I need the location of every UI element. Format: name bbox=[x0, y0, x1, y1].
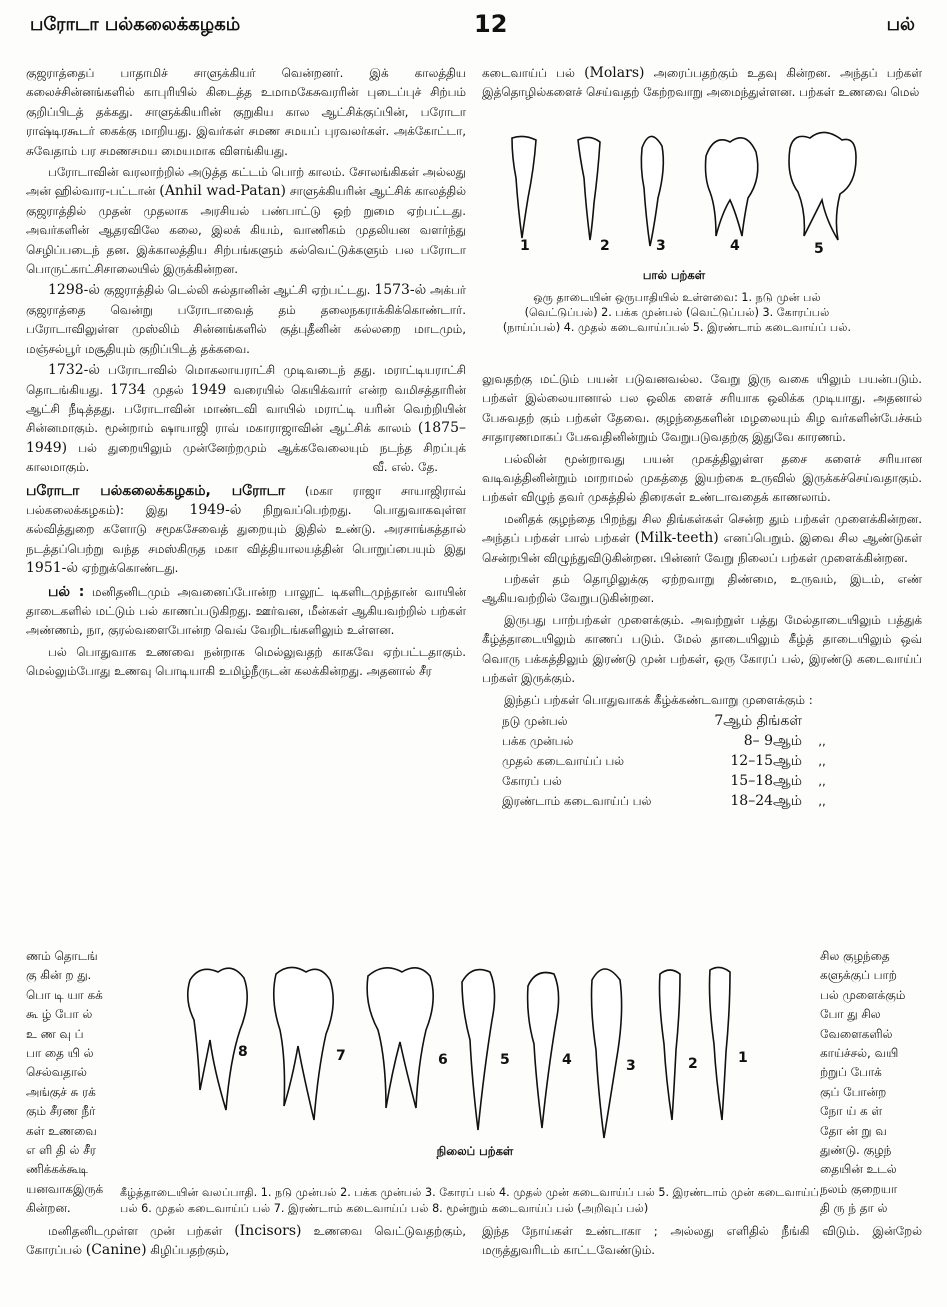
paragraph bbox=[26, 361, 466, 477]
table-row bbox=[502, 772, 842, 792]
text-run: உணவை வெட்டுவதற்கும், கோரப்பல் bbox=[26, 1224, 466, 1258]
page-number: 12 bbox=[474, 10, 508, 38]
paragraph: இருபது பாற்பற்கள் முளைக்கும். அவற்றுள் பத்து மேல்தாடையிலும் பத்துக் கீழ்த்தாடையிலும் காணப் படும். மேல் தாடையிலும் கீழ்த் தாடையிலும் ஒவ் வொரு பக்கத்திலும் இரண்டு முன் பற்கள், ஒரு கோரப் பல், இரண்டு கடைவாய்ப் பற்கள் இருக்கும். bbox=[482, 612, 922, 686]
figure-title: நிலைப் பற்கள் bbox=[436, 1144, 514, 1158]
wrap-text-right bbox=[820, 947, 928, 1219]
table-cell: 8– 9ஆம் bbox=[743, 733, 802, 750]
text-run: நிறுவப்பெற்றது. பொதுவாகவுள்ள கல்வித்துறை களோடு சமூகசேவைத் துறையும் இதில் உண்டு. அரசாங்கத்தால் நடத்தப்பெற்று வந்த சமஸ்கிருத மகா வித்தியாலயத்தின் பொறுப்பையும் இது bbox=[26, 502, 466, 556]
paragraph: பல்லின் மூன்றாவது பயன் முகத்திலுள்ள தசை களைச் சரியான வடிவத்தினின்றும் மாறாமல் முகத்தை இயற்கை உருவில் இருக்கச்செய்வதாகும். பற்கள் விழுந் தவர் முகத்தில் திரைகள் உண்டாவதைக் காணலாம். bbox=[482, 451, 922, 505]
figure-label: 6 bbox=[438, 1052, 448, 1068]
text-run: (மகா ராஜா சாயாஜிராவ் பல்கலைக்கழகம்): இது bbox=[26, 483, 466, 517]
right-column-body bbox=[482, 370, 922, 812]
milk-teeth-figure bbox=[494, 128, 914, 378]
text-run: வரையில் கெயிக்வார் என்ற வமிசத்தாரின் ஆட்சி நீடித்தது. பரோடாவின் மாண்டவி வாயில் மராட்டி யரின் வெற்றியின் சின்னமாகும். மூன்றாம் ஷாயாஜி ராவ் மகாராஜாவின் ஆட்சிக் காலம் bbox=[26, 382, 466, 436]
figure-label: 5 bbox=[500, 1052, 510, 1068]
text-line: யனவாகஇருக் bbox=[26, 1181, 104, 1196]
year-range: (1875–1949) bbox=[26, 420, 466, 456]
tooth-drawing bbox=[188, 967, 730, 1138]
latin-term: (Molars) bbox=[584, 65, 645, 81]
text-run: எனப்பெறும். இவை சில ஆண்டுகள் சென்றபின் விழுந்துவிடுகின்றன. பின்னர் வேறு நிலைப் பற்கள் முளைக்கின்றன. bbox=[482, 531, 922, 565]
table-row bbox=[502, 712, 842, 732]
year: 1298-ல் bbox=[48, 282, 100, 299]
latin-term: (Milk-teeth) bbox=[634, 530, 719, 547]
table-cell: ,, bbox=[818, 754, 826, 769]
milk-teeth-illustration bbox=[494, 128, 914, 258]
text-line: தோ ன் று வ bbox=[820, 1123, 887, 1138]
table-cell: கோரப் பல் bbox=[502, 774, 562, 789]
permanent-teeth-figure bbox=[180, 960, 770, 1200]
paragraph bbox=[482, 510, 922, 568]
text-line: கு கின் ற து. bbox=[26, 968, 92, 983]
text-line: ற்றுப் போக் bbox=[820, 1065, 882, 1080]
table-cell: நடு முன்பல் bbox=[502, 714, 568, 729]
figure-label: 4 bbox=[562, 1052, 572, 1068]
text-line: அங்குச் சு ரக் bbox=[26, 1084, 96, 1099]
table-cell: முதல் கடைவாய்ப் பல் bbox=[502, 754, 625, 769]
right-column-top bbox=[482, 64, 922, 105]
text-run: கடைவாய்ப் பல் bbox=[482, 66, 585, 80]
table-cell: 12–15ஆம் bbox=[730, 753, 802, 770]
figure-caption: ஒரு தாடையின் ஒருபாதியில் உள்ளவை: 1. நடு முன் பல் (வெட்டுப்பல்) 2. பக்க முன்பல் (வெட்டுப்பல்) 3. கோரப்பல் (நாய்ப்பல்) 4. முதல் கடைவாய்ப்பல் 5. இரண்டாம் கடைவாய்ப் பல். bbox=[502, 291, 852, 334]
left-column bbox=[26, 64, 466, 684]
paragraph: இந்த நோய்கள் உண்டாகா ; அல்லது எளிதில் நீங்கி விடும். இன்றேல் மருத்துவரிடம் காட்டவேண்டும். bbox=[482, 1224, 922, 1258]
latin-term: (Canine) bbox=[85, 1242, 147, 1259]
entry-heading: பரோடா பல்கலைக்கழகம், பரோடா bbox=[26, 482, 286, 499]
text-run: சாளுக்கியரின் ஆட்சிக் காலத்தில் குஜராத்தில் முதன் முதலாக அரசியல் பண்பாட்டு ஒற் றுமை ஏற்பட்டது. அவர்களின் ஆதரவிலே கலை, இலக் கியம், வாணிகம் முதலியன வளர்ந்து செழிப்படைந் தன. இக்காலத்திய சிற்பங்களும் கல்வெட்டுக்களும் பல பரோடா பொருட்காட்சிசாலையில் இருக்கின்றன. bbox=[26, 184, 466, 277]
year: 1732-ல் bbox=[48, 362, 100, 379]
text-line: போ து சில bbox=[820, 1007, 881, 1022]
text-run: குஜராத்தில் டெல்லி சுல்தானின் ஆட்சி ஏற்பட்டது. bbox=[99, 283, 375, 298]
text-run: அக்பர் குஜராத்தை வென்று பரோடாவைத் தம் தலைநகராக்கிக்கொண்டார். பரோடாவிலுள்ள முஸ்லிம் சின்னங்களில் குத்புதீனின் கல்லறை மாடமும், மஞ்சல்பூர் மசூதியும் குறிப்பிடத் தக்கவை. bbox=[26, 283, 466, 356]
entry-heading: பல் : bbox=[48, 583, 85, 600]
table-cell: இரண்டாம் கடைவாய்ப் பல் bbox=[502, 794, 652, 809]
table-cell: பக்க முன்பல் bbox=[502, 734, 574, 749]
text-line: ணிக்கக்கூடி bbox=[26, 1162, 88, 1177]
text-run: அரைப்பதற்கும் உதவு கின்றன. அந்தப் பற்கள் இத்தொழில்களைச் செய்வதற் கேற்றவாறு அமைந்துள்ளன. பற்கள் உணவை மெல் bbox=[482, 66, 922, 100]
figure-label: 1 bbox=[738, 1050, 748, 1066]
permanent-teeth-illustration bbox=[180, 960, 770, 1140]
table-cell: ,, bbox=[818, 794, 826, 809]
text-run: மனிதக் குழந்தை பிறந்து சில திங்கள்கள் சென்ற தும் பற்கள் முளைக்கின்றன. அந்தப் பற்கள் பால் பற்கள் bbox=[482, 511, 922, 546]
tooth-drawing bbox=[512, 132, 856, 246]
bottom-right-text bbox=[482, 1222, 922, 1263]
figure-label: 2 bbox=[688, 1056, 698, 1072]
figure-title: பால் பற்கள் bbox=[642, 268, 706, 282]
paragraph bbox=[482, 64, 922, 103]
year: 1951-ல் bbox=[26, 560, 78, 577]
figure-caption: கீழ்த்தாடையின் வலப்பாதி. 1. நடு முன்பல் 2. பக்க முன்பல் 3. கோரப் பல் 4. முதல் முன் கடைவாய்ப் பல் 5. இரண்டாம் முன் கடைவாய்ப் பல் 6. முதல் கடைவாய்ப் பல் 7. இரண்டாம் கடைவாய்ப் பல் 8. மூன்றும் கடைவாய்ப் பல் (அறிவுப் பல்) bbox=[120, 1186, 819, 1215]
figure-label: 5 bbox=[814, 241, 824, 257]
paragraph: குஜராத்தைப் பாதாமிச் சாளுக்கியர் வென்றனர். இக் காலத்திய கலைச்சின்னங்களில் காபுரியில் கிடைத்த உமாமகேசுவரரின் புடைப்புச் சிற்பம் குறிப்பிடத் தக்கது. சாளுக்கியரின் குறுகிய கால ஆட்சிக்குப்பின், பரோடா ராஷ்டிரகூடர் கைக்கு மாறியது. இவர்கள் சமண சமயப் புரவலர்கள். அக்கோட்டா, சுவேதாம் பர சமணசமய மையமாக விளங்கியது. bbox=[26, 66, 466, 158]
text-line: களுக்குப் பாற் bbox=[820, 968, 897, 983]
table-cell: 18–24ஆம் bbox=[730, 793, 802, 810]
text-line: பொ டி யா கக் bbox=[26, 987, 103, 1002]
table-row bbox=[502, 752, 842, 772]
figure-label: 2 bbox=[600, 238, 610, 254]
text-line: பா தை யி ல் bbox=[26, 1046, 94, 1061]
text-line: துண்டு. குழந் bbox=[820, 1143, 892, 1158]
table-cell: ,, bbox=[818, 774, 826, 789]
text-run: ஏற்றுக்கொண்டது. bbox=[77, 561, 179, 576]
running-entry: பல் bbox=[886, 14, 915, 35]
text-line: நோ ய் க ள் bbox=[820, 1104, 883, 1119]
table-cell: 7ஆம் திங்கள் bbox=[714, 713, 802, 730]
paragraph bbox=[26, 1222, 466, 1261]
figure-label: 8 bbox=[238, 1044, 248, 1060]
paragraph: இந்தப் பற்கள் பொதுவாகக் கீழ்க்கண்டவாறு முளைக்கும் : bbox=[504, 692, 813, 707]
table-row bbox=[502, 792, 842, 812]
table-cell bbox=[802, 712, 842, 732]
table-cell: ,, bbox=[818, 734, 826, 749]
text-line: தையின் உடல் bbox=[820, 1162, 897, 1177]
wrap-text-left bbox=[26, 947, 118, 1219]
running-title: பரோடா பல்கலைக்கழகம் bbox=[30, 14, 241, 35]
table-cell: 15–18ஆம் bbox=[730, 773, 802, 790]
text-line: கும் சீரண நீர் bbox=[26, 1104, 96, 1119]
latin-term: (Incisors) bbox=[234, 1223, 302, 1239]
year: 1734 bbox=[110, 381, 146, 398]
table-row bbox=[502, 732, 842, 752]
text-line: கின்றன. bbox=[26, 1201, 71, 1216]
text-line: சில குழந்தை bbox=[820, 949, 890, 963]
text-line: பல் முளைக்கும் bbox=[820, 987, 906, 1002]
page-header bbox=[26, 10, 921, 40]
text-run: முதல் bbox=[145, 382, 191, 397]
text-run: பரோடாவின் வரலாற்றில் அடுத்த கட்டம் பொற் காலம். சோலங்கிகள் அல்லது அன் ஹில்வார-பட்டான் bbox=[26, 165, 466, 199]
eruption-table bbox=[502, 712, 842, 812]
text-line: உ ண வு ப் bbox=[26, 1026, 84, 1041]
author-initials: வீ. எல். தே. bbox=[372, 460, 438, 475]
text-line: குப் போன்ற bbox=[820, 1084, 887, 1099]
text-line: எ ளி தி ல் சீர bbox=[26, 1143, 96, 1158]
text-run: மனிதனிடமும் அவனைப்போன்ற பாலூட் டிகளிடமுந்தான் வாயின் தாடைகளில் மட்டும் பல் காணப்படுகிறது. ஊர்வன, மீன்கள் ஆகியவற்றில் பற்கள் அண்ணம், நா, குரல்வளைபோன்ற வெவ் வேறிடங்களிலும் உள்ளன. bbox=[26, 584, 466, 638]
text-line: நலம் குறையா bbox=[820, 1181, 898, 1196]
text-line: ணம் தொடங் bbox=[26, 949, 98, 963]
figure-label: 7 bbox=[336, 1048, 346, 1064]
figure-label: 4 bbox=[730, 238, 740, 254]
text-run: பல் துறையிலும் முன்னேற்றமும் ஆக்கவேலையும் நடந்த சிறப்புக் காலமாகும். bbox=[26, 440, 466, 475]
bottom-left-text bbox=[26, 1222, 466, 1263]
text-line: கூ ழ் போ ல் bbox=[26, 1007, 93, 1022]
paragraph bbox=[26, 163, 466, 279]
paragraph bbox=[26, 281, 466, 359]
entry-baroda-university bbox=[26, 482, 466, 579]
text-line: தி ரு ந் தா ல் bbox=[820, 1201, 888, 1216]
year: 1949-ல் bbox=[189, 501, 242, 518]
paragraph: பற்கள் தம் தொழிலுக்கு ஏற்றவாறு திண்மை, உருவம், இடம், எண் ஆகியவற்றில் வேறுபடுகின்றன. bbox=[482, 572, 922, 606]
text-line: வேளைகளில் bbox=[820, 1026, 893, 1041]
text-line: செல்வதால் bbox=[26, 1065, 87, 1080]
text-run: பரோடாவில் மொகலாயராட்சி முடிவடைந் தது. மராட்டியராட்சி தொடங்கியது. bbox=[26, 363, 466, 397]
text-run: மனிதனிடமுள்ள முன் பற்கள் bbox=[48, 1224, 235, 1238]
year: 1949 bbox=[190, 381, 227, 398]
year: 1573-ல் bbox=[374, 282, 427, 299]
figure-label: 1 bbox=[520, 238, 530, 254]
text-line: கள் உணவை bbox=[26, 1123, 97, 1138]
paragraph: பல் பொதுவாக உணவை நன்றாக மெல்லுவதற் காகவே ஏற்பட்டதாகும். மெல்லும்போது உணவு பொடியாகி உமிழ்நீருடன் கலக்கின்றது. அதனால் சீர bbox=[26, 644, 466, 679]
entry-tooth bbox=[26, 583, 466, 641]
paragraph: லுவதற்கு மட்டும் பயன் படுவனவல்ல. வேறு இரு வகை யிலும் பயன்படும். பற்கள் இல்லையானால் பல ஒலிக ளைச் சரியாக ஒலிக்க முடியாது. அதனால் பேசுவதற் கும் பற்கள் தேவை. குழந்தைகளின் மழலையும் கிழ வர்களின்பேச்சும் சாதாரணமாகப் பேசுவதினின்றும் வேறுபடுவதற்கு இதுவே காரணம். bbox=[482, 372, 922, 445]
text-line: காய்ச்சல், வயி bbox=[820, 1046, 899, 1061]
figure-label: 3 bbox=[656, 238, 666, 254]
figure-label: 3 bbox=[626, 1058, 636, 1074]
latin-term: (Anhil wad-Patan) bbox=[159, 183, 287, 200]
text-run: கிழிப்பதற்கும், bbox=[146, 1243, 230, 1258]
